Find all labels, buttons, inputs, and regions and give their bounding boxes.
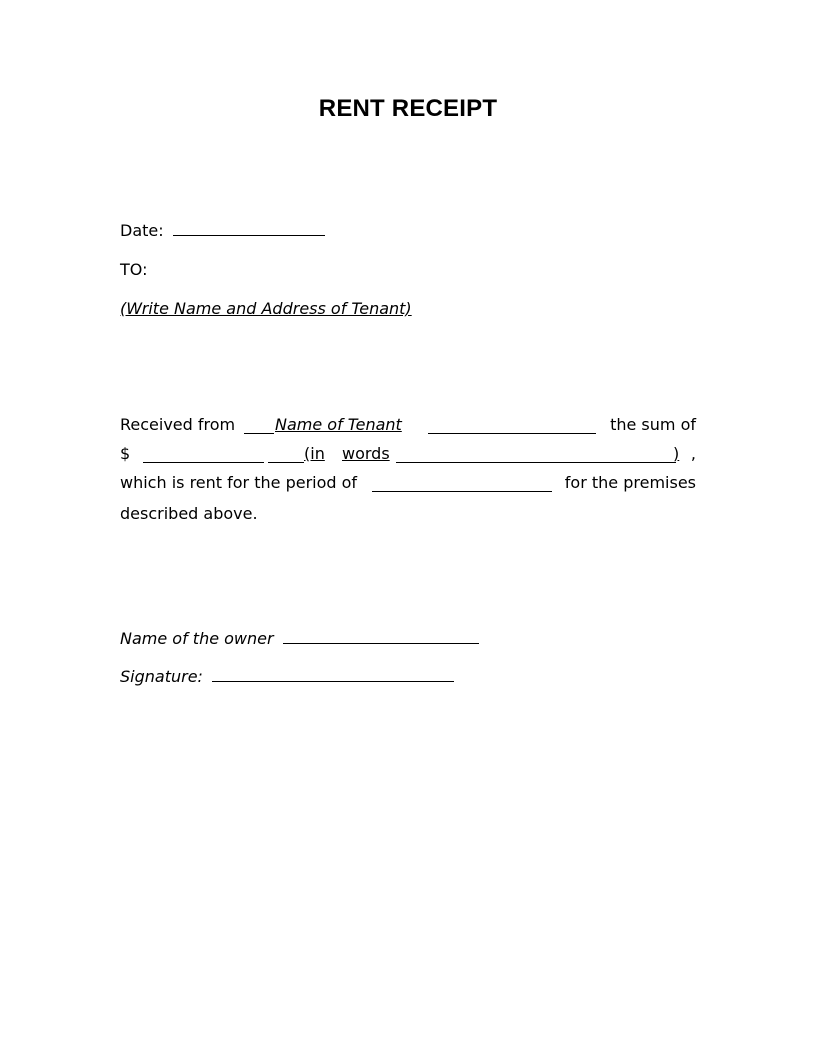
signature-label: Signature: <box>120 667 203 686</box>
paragraph-row-2 <box>120 444 696 466</box>
described-text: described above. <box>120 504 258 523</box>
sum-of-text: the sum of <box>610 415 696 434</box>
rent-period-blank[interactable] <box>372 473 552 496</box>
signature-line <box>120 667 454 686</box>
comma: , <box>690 444 696 463</box>
owner-label: Name of the owner <box>120 629 274 648</box>
amount-blank[interactable] <box>143 444 264 467</box>
tenant-name-placeholder[interactable]: Name of Tenant <box>275 415 402 434</box>
tenant-name-trail-blank[interactable] <box>428 415 596 438</box>
date-blank[interactable] <box>173 221 325 236</box>
in-words-blank[interactable] <box>396 444 676 467</box>
document-title: RENT RECEIPT <box>318 95 498 122</box>
paragraph-row-4 <box>120 504 696 526</box>
owner-blank[interactable] <box>283 629 479 644</box>
in-words-word: words <box>342 444 390 463</box>
in-words-open-text: (in <box>304 444 325 463</box>
premises-text: for the premises <box>564 473 696 492</box>
in-words-close: ) <box>673 444 680 463</box>
in-words-lead-blank[interactable] <box>268 444 304 467</box>
paragraph-row-3 <box>120 473 696 495</box>
date-line <box>120 221 325 240</box>
owner-line <box>120 629 479 648</box>
rent-period-text: which is rent for the period of <box>120 473 358 492</box>
dollar-sign: $ <box>120 444 131 463</box>
to-label: TO: <box>120 260 148 279</box>
tenant-address-placeholder[interactable]: (Write Name and Address of Tenant) <box>120 299 412 318</box>
paragraph-row-1 <box>120 415 696 437</box>
date-label: Date: <box>120 221 164 240</box>
signature-blank[interactable] <box>212 667 454 682</box>
received-from-text: Received from <box>120 415 236 434</box>
received-from-lead-blank[interactable] <box>244 415 274 438</box>
